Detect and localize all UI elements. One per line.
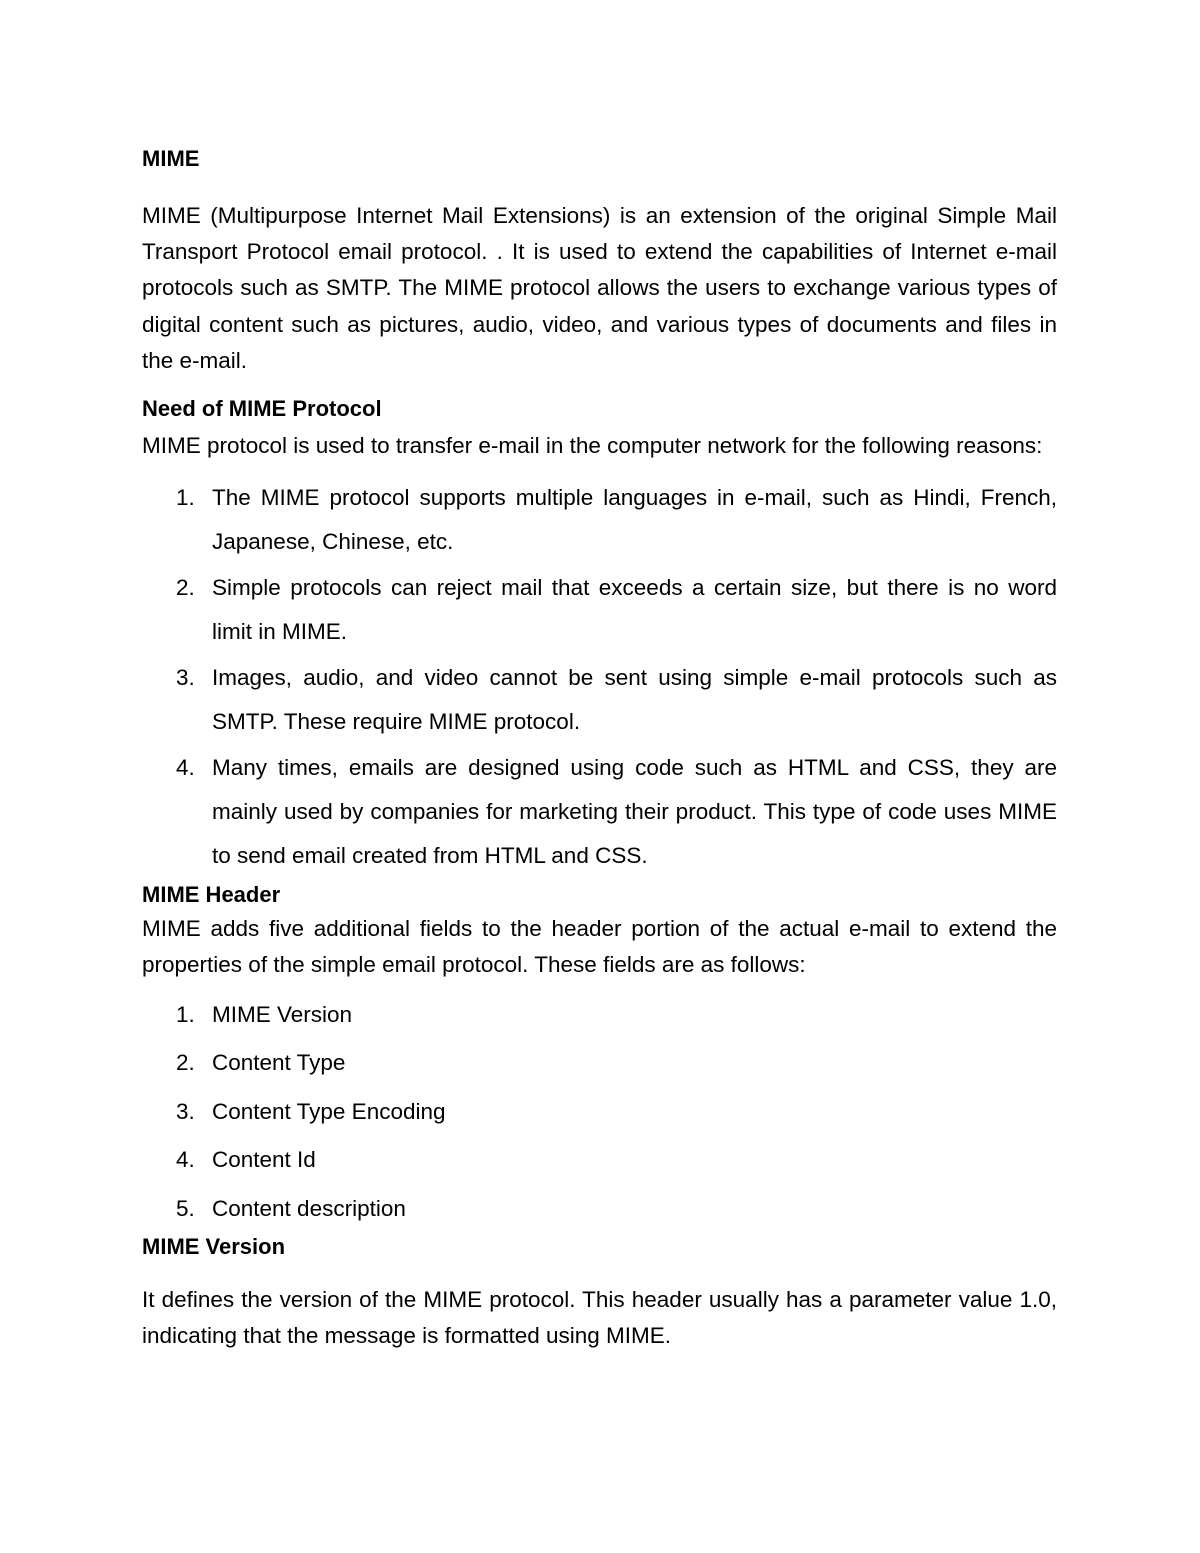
header-paragraph: MIME adds five additional fields to the header portion of the actual e-mail to extend the properties of the simple email protocol. These fields are as follows: (142, 916, 1057, 978)
list-item (142, 566, 1057, 654)
list-item-text: Content Id (212, 1147, 316, 1173)
list-item-text: Content Type (212, 1050, 346, 1076)
list-number: 4. (176, 1147, 195, 1173)
list-number: 1. (176, 485, 195, 511)
list-item (142, 1194, 1057, 1224)
version-paragraph: It defines the version of the MIME protocol. This header usually has a parameter value 1.0, indicating that the message is formatted using MIME. (142, 1286, 1057, 1348)
list-item (142, 1145, 1057, 1175)
list-item-text: Content Type Encoding (212, 1098, 446, 1124)
list-number: 3. (176, 665, 195, 691)
version-heading: MIME Version (142, 1233, 286, 1259)
list-item (142, 1000, 1057, 1030)
list-item-text: The MIME protocol supports multiple languages in e-mail, such as Hindi, French, Japanese, Chinese, etc. (212, 485, 1057, 555)
list-number: 2. (176, 575, 195, 601)
header-heading: MIME Header (142, 882, 281, 908)
list-number: 3. (176, 1098, 195, 1124)
list-item-text: MIME Version (212, 1001, 353, 1027)
list-number: 5. (176, 1195, 195, 1221)
fields-list (142, 1000, 1057, 1224)
need-heading: Need of MIME Protocol (142, 396, 382, 422)
list-item (142, 656, 1057, 744)
intro-paragraph: MIME (Multipurpose Internet Mail Extensions) is an extension of the original Simple Mail Transport Protocol email protocol. . It is used to extend the capabilities of Internet e-mail protocols such as SMTP. The MIME protocol allows the users to exchange various types of digital content such as pictures, audio, video, and various types of documents and files in the e-mail. (142, 203, 1057, 373)
doc-title: MIME (142, 146, 200, 171)
list-item (142, 1048, 1057, 1078)
list-item (142, 476, 1057, 564)
reasons-list (142, 476, 1057, 878)
list-number: 2. (176, 1050, 195, 1076)
list-number: 1. (176, 1001, 195, 1027)
list-item-text: Images, audio, and video cannot be sent using simple e-mail protocols such as SMTP. These require MIME protocol. (212, 665, 1057, 735)
list-item-text: Content description (212, 1195, 406, 1221)
list-number: 4. (176, 755, 195, 781)
list-item-text: Many times, emails are designed using code such as HTML and CSS, they are mainly used by companies for marketing their product. This type of code uses MIME to send email created from HTML and CSS. (212, 755, 1057, 869)
need-paragraph: MIME protocol is used to transfer e-mail in the computer network for the following reasons: (142, 433, 1043, 459)
list-item (142, 746, 1057, 878)
list-item-text: Simple protocols can reject mail that exceeds a certain size, but there is no word limit in MIME. (212, 575, 1057, 645)
list-item (142, 1097, 1057, 1127)
document-page (142, 144, 1057, 1354)
